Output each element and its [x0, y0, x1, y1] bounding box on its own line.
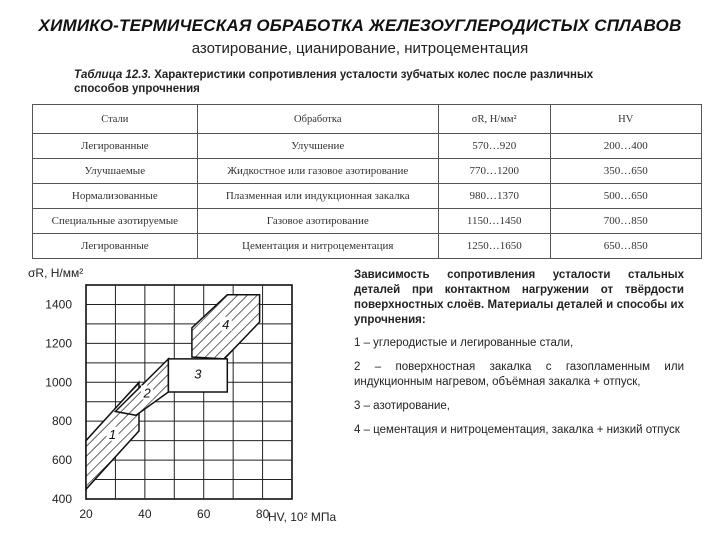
- table-cell: 1250…1650: [438, 234, 550, 259]
- region-label: 2: [143, 385, 151, 401]
- x-axis-label: HV, 10² МПа: [268, 510, 337, 524]
- legend-item: 4 – цементация и нитроцементация, закалка + низкий отпуск: [354, 424, 680, 436]
- table-row: [33, 159, 702, 184]
- table-cell: 200…400: [550, 134, 701, 159]
- table-row: [33, 134, 702, 159]
- table-cell: Газовое азотирование: [197, 209, 438, 234]
- table-cell: Плазменная или индукционная закалка: [197, 184, 438, 209]
- table-cell: 980…1370: [438, 184, 550, 209]
- table-caption-text: Характеристики сопротивления усталости зубчатых колес после различных способов упрочнения: [74, 69, 594, 95]
- chart-legend: [354, 268, 684, 447]
- x-tick-label: 40: [138, 507, 152, 521]
- table-cell: 770…1200: [438, 159, 550, 184]
- fatigue-table: [32, 104, 702, 259]
- y-tick-label: 600: [51, 453, 72, 468]
- x-tick-label: 80: [255, 507, 270, 521]
- table-cell: Легированные: [33, 134, 198, 159]
- table-cell: 700…850: [550, 209, 701, 234]
- legend-item: 1 – углеродистые и легированные стали,: [354, 337, 574, 349]
- y-tick-label: 1400: [45, 297, 72, 312]
- table-header-cell: HV: [550, 105, 701, 134]
- table-cell: Цементация и нитроцементация: [197, 234, 438, 259]
- page-subtitle: азотирование, цианирование, нитроцементация: [191, 40, 529, 57]
- region-label: 4: [222, 316, 230, 332]
- table-cell: 1150…1450: [438, 209, 550, 234]
- legend-item: 2 – поверхностная закалка с газопламенным или индукционным нагревом, объёмная закалка + отпуск,: [354, 361, 684, 388]
- x-tick-label: 20: [79, 507, 93, 521]
- y-tick-label: 400: [51, 492, 72, 506]
- table-header-cell: Стали: [33, 105, 198, 134]
- table-header-row: [33, 105, 702, 134]
- x-tick-label: 60: [197, 507, 211, 521]
- table-cell: Легированные: [33, 234, 198, 259]
- table-row: [33, 209, 702, 234]
- table-cell: Специальные азотируемые: [33, 209, 198, 234]
- table-caption-number: Таблица 12.3.: [74, 69, 152, 81]
- table-cell: Жидкостное или газовое азотирование: [197, 159, 438, 184]
- table-cell: 650…850: [550, 234, 701, 259]
- table-cell: 570…920: [438, 134, 550, 159]
- table-cell: Нормализованные: [33, 184, 198, 209]
- y-tick-label: 800: [51, 414, 72, 429]
- table-row: [33, 184, 702, 209]
- legend-item: 3 – азотирование,: [354, 400, 450, 412]
- table-header-cell: σR, Н/мм²: [438, 105, 550, 134]
- table-cell: 500…650: [550, 184, 701, 209]
- table-cell: 350…650: [550, 159, 701, 184]
- table-cell: Улучшаемые: [33, 159, 198, 184]
- y-tick-label: 1000: [45, 375, 72, 390]
- y-axis-label: σR, Н/мм²: [28, 266, 84, 280]
- y-tick-label: 1200: [45, 336, 72, 351]
- page-title: ХИМИКО-ТЕРМИЧЕСКАЯ ОБРАБОТКА ЖЕЛЕЗОУГЛЕРОДИСТЫХ СПЛАВОВ: [38, 16, 682, 35]
- legend-heading: Зависимость сопротивления усталости стальных деталей при контактном нагружении от твёрдости поверхностных слоёв. Материалы деталей и способы их упрочнения:: [354, 269, 684, 326]
- fatigue-hardness-chart: [0, 255, 350, 540]
- table-header-cell: Обработка: [197, 105, 438, 134]
- table-caption: [74, 68, 634, 96]
- region-label: 1: [108, 426, 117, 442]
- table-cell: Улучшение: [197, 134, 438, 159]
- region-label: 3: [194, 366, 202, 382]
